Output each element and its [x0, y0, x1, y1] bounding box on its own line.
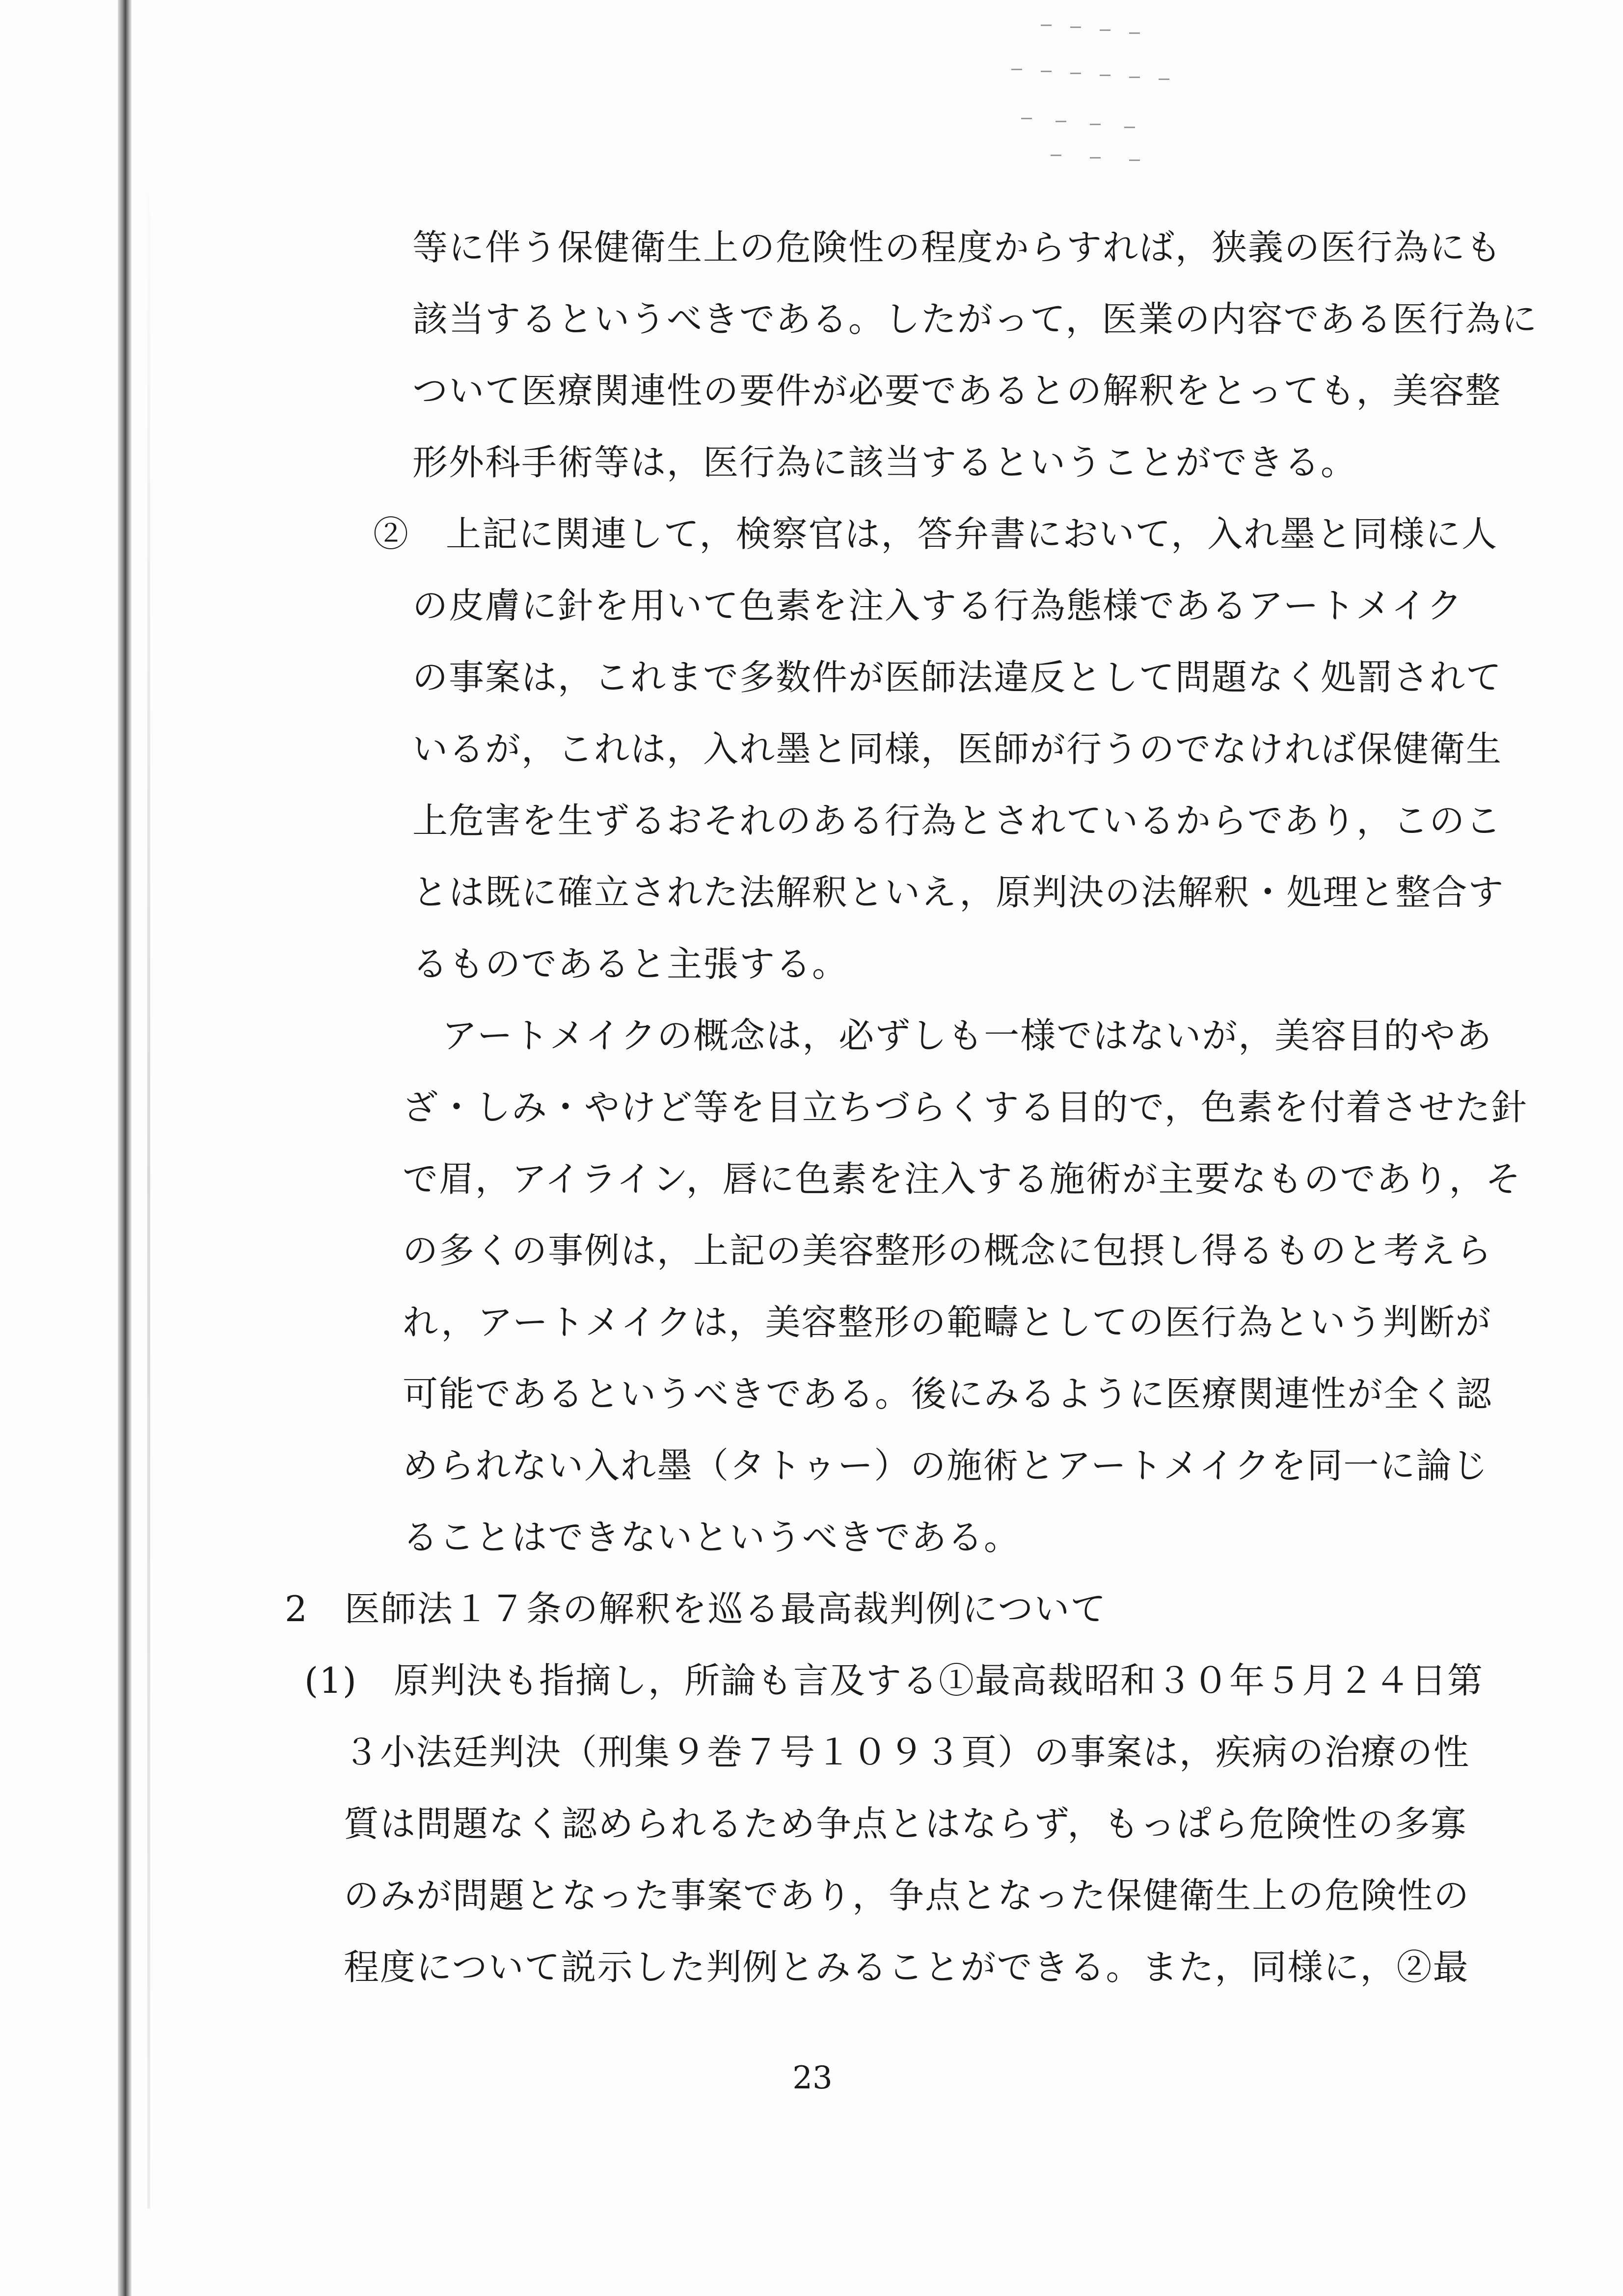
- text-line-7: の事案は，これまで多数件が医師法違反として問題なく処罰されて: [412, 657, 1503, 698]
- scan-binding-edge: [118, 0, 132, 2296]
- section-heading-2: 2 医師法１７条の解釈を巡る最高裁判例について: [285, 1588, 1107, 1629]
- text-line-22: ３小法廷判決（刑集９巻７号１０９３頁）の事案は，疾病の治療の性: [344, 1732, 1470, 1773]
- scan-shadow: [147, 147, 150, 2209]
- text-line-12: アートメイクの概念は，必ずしも一様ではないが，美容目的やあ: [442, 1015, 1493, 1056]
- text-line-8: いるが，これは，入れ墨と同様，医師が行うのでなければ保健衛生: [412, 728, 1503, 770]
- text-line-17: 可能であるというべきである。後にみるように医療関連性が全く認: [403, 1373, 1493, 1415]
- text-line-19: ることはできないというべきである。: [403, 1517, 1021, 1558]
- text-line-15: の多くの事例は，上記の美容整形の概念に包摂し得るものと考えら: [403, 1230, 1493, 1271]
- text-line-14: で眉，アイライン，唇に色素を注入する施術が主要なものであり，そ: [403, 1158, 1522, 1200]
- text-line-16: れ，アートメイクは，美容整形の範疇としての医行為という判断が: [403, 1302, 1492, 1343]
- text-line-6: の皮膚に針を用いて色素を注入する行為態様であるアートメイク: [412, 585, 1463, 626]
- text-line-13: ざ・しみ・やけど等を目立ちづらくする目的で，色素を付着させた針: [403, 1087, 1528, 1128]
- text-line-25: 程度について説示した判例とみることができる。また，同様に，②最: [344, 1947, 1469, 1988]
- page-number: 23: [792, 2060, 833, 2096]
- text-line-21: (1) 原判決も指摘し，所論も言及する①最高裁昭和３０年５月２４日第: [304, 1660, 1484, 1701]
- text-line-2: 該当するというべきである。したがって，医業の内容である医行為に: [412, 298, 1538, 340]
- text-line-9: 上危害を生ずるおそれのある行為とされているからであり，このこ: [412, 800, 1502, 841]
- text-line-4: 形外科手術等は，医行為に該当するということができる。: [412, 442, 1357, 483]
- text-line-5: ② 上記に関連して，検察官は，答弁書において，入れ墨と同様に人: [373, 513, 1498, 555]
- text-line-1: 等に伴う保健衛生上の危険性の程度からすれば，狭義の医行為にも: [412, 227, 1503, 268]
- text-line-24: のみが問題となった事案であり，争点となった保健衛生上の危険性の: [344, 1875, 1470, 1916]
- scan-noise-marks: [992, 15, 1178, 162]
- text-line-3: ついて医療関連性の要件が必要であるとの解釈をとっても，美容整: [412, 370, 1502, 411]
- text-line-10: とは既に確立された法解釈といえ，原判決の法解釈・処理と整合す: [412, 872, 1505, 913]
- text-line-18: められない入れ墨（タトゥー）の施術とアートメイクを同一に論じ: [403, 1445, 1489, 1486]
- text-line-11: るものであると主張する。: [412, 943, 849, 985]
- text-line-23: 質は問題なく認められるため争点とはならず，もっぱら危険性の多寡: [344, 1803, 1467, 1844]
